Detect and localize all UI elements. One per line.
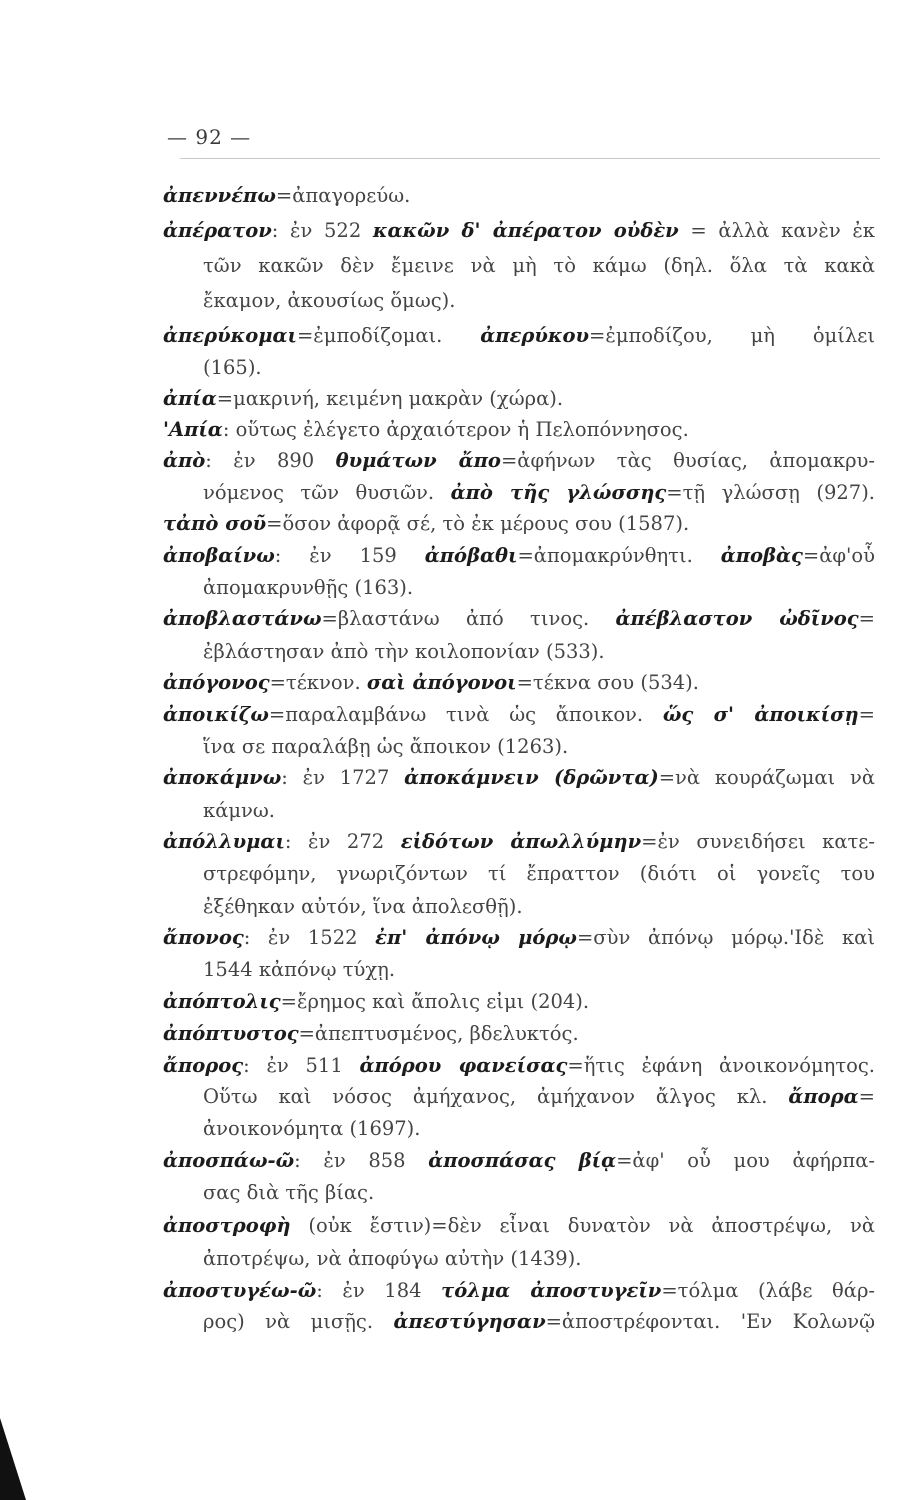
gloss-text: =ἀποστρέφονται. 'Εν Κολωνῷ <box>545 1310 875 1333</box>
entry-line <box>163 699 875 731</box>
gloss-text: =ἐμποδίζομαι. <box>296 324 481 347</box>
header-rule <box>180 158 880 159</box>
headword: ἀποβὰς <box>720 544 803 567</box>
gloss-text: : οὕτως ἐλέγετο ἀρχαιότερον ἡ Πελοπόννησος. <box>222 418 689 441</box>
entry-line <box>163 667 875 699</box>
entry-line <box>163 1210 875 1242</box>
headword: τόλμα ἀποστυγεῖν <box>441 1279 662 1302</box>
headword: ἀπέρατον <box>163 219 272 242</box>
gloss-text: ἀπομακρυνθῇς (163). <box>203 576 414 599</box>
gloss-text: =νὰ κουράζωμαι νὰ <box>658 766 875 789</box>
headword: 'Απία <box>163 418 223 441</box>
gloss-text: ἐξέθηκαν αὐτόν, ἵνα ἀπολεσθῇ). <box>203 895 523 918</box>
gloss-text: ἔκαμον, ἀκουσίως ὅμως). <box>203 289 456 312</box>
headword: ἀπεστύγησαν <box>393 1310 546 1333</box>
entry-line <box>203 477 875 509</box>
gloss-text: =τῇ γλώσσῃ (927). <box>666 481 875 504</box>
gloss-text: =παραλαμβάνω τινὰ ὡς ἄποικον. <box>268 703 663 726</box>
gloss-text: =σὺν ἀπόνῳ μόρῳ.'Ιδὲ καὶ <box>576 926 875 949</box>
entry-line <box>203 250 875 282</box>
headword: εἰδότων ἀπωλλύμην <box>400 830 642 853</box>
gloss-text: =ἔρημος καὶ ἄπολις εἰμι (204). <box>280 990 590 1013</box>
gloss-text: ἀνοικονόμητα (1697). <box>203 1117 421 1140</box>
gloss-text: Οὕτω καὶ νόσος ἀμήχανος, ἀμήχανον ἄλγος κλ. <box>203 1085 789 1108</box>
gloss-text: =βλαστάνω ἀπό τινος. <box>321 607 616 630</box>
headword: ἄπορα <box>788 1085 859 1108</box>
headword: ἀπὸ <box>163 449 206 472</box>
entry-line <box>163 1145 875 1177</box>
headword: ἀποστροφὴ <box>163 1214 291 1237</box>
gloss-text: =ἀπεπτυσμένος, βδελυκτός. <box>298 1022 579 1045</box>
gloss-text: =ὅσον ἀφορᾷ σέ, τὸ ἐκ μέρους σου (1587). <box>266 512 690 535</box>
gloss-text: (165). <box>203 356 262 379</box>
gloss-text: =ἐμποδίζου, μὴ ὁμίλει <box>589 324 875 347</box>
entry-line <box>163 762 875 794</box>
gloss-text: στρεφόμην, γνωριζόντων τί ἔπραττον (διότι οἱ γονεῖς του <box>203 862 875 885</box>
gloss-text: ἵνα σε παραλάβῃ ὡς ἄποικον (1263). <box>203 735 569 758</box>
headword: ἀπέβλαστον ὠδῖνος <box>615 607 859 630</box>
gloss-text: κάμνω. <box>203 799 275 822</box>
gloss-text: : ἐν 858 <box>294 1149 429 1172</box>
headword: ἀποικίζω <box>163 703 269 726</box>
headword: ἀποβαίνω <box>163 544 275 567</box>
gloss-text: =ἥτις ἐφάνη ἀνοικονόμητος. <box>567 1054 875 1077</box>
gloss-text: (οὐκ ἔστιν)=δὲν εἶναι δυνατὸν νὰ ἀποστρέψω, νὰ <box>290 1214 875 1237</box>
gloss-text: = <box>858 1085 875 1108</box>
headword: ἀποκάμνω <box>163 766 282 789</box>
entry-line <box>163 180 875 212</box>
gloss-text: : ἐν 522 <box>271 219 373 242</box>
gloss-text: : ἐν 184 <box>316 1279 442 1302</box>
headword: ἀποσπάω-ῶ <box>163 1149 295 1172</box>
entry-line <box>203 352 875 384</box>
gloss-text: ἀποτρέψω, νὰ ἀποφύγω αὐτὴν (1439). <box>203 1247 582 1270</box>
headword: σαὶ ἀπόγονοι <box>366 671 517 694</box>
entry-line <box>203 285 875 317</box>
headword: κακῶν δ' ἀπέρατον οὐδὲν <box>372 219 679 242</box>
entry-line <box>203 1243 875 1275</box>
gloss-text: : ἐν 272 <box>284 830 401 853</box>
gloss-text: = ἀλλὰ κανὲν ἐκ <box>678 219 875 242</box>
gloss-text: τῶν κακῶν δὲν ἔμεινε νὰ μὴ τὸ κάμω (δηλ. ὅλα τὰ κακὰ <box>203 254 875 277</box>
gloss-text: =ἀφήνων τὰς θυσίας, ἀπομακρυ- <box>500 449 875 472</box>
entry-line <box>203 858 875 890</box>
gloss-text: =ἀπομακρύνθητι. <box>517 544 721 567</box>
headword: ἀπόγονος <box>163 671 270 694</box>
headword: ἀπόρου φανείσας <box>359 1054 568 1077</box>
entry-line <box>163 1018 875 1050</box>
headword: ἀπερύκου <box>480 324 590 347</box>
gloss-text: =τόλμα (λάβε θάρ- <box>661 1279 875 1302</box>
gloss-text: : ἐν 159 <box>274 544 425 567</box>
entry-line <box>203 954 875 986</box>
entry-line <box>163 1050 875 1082</box>
gloss-text: =τέκνον. <box>269 671 367 694</box>
entry-line <box>163 414 875 446</box>
entry-line <box>163 508 875 540</box>
gloss-text: =ἀφ'οὗ <box>802 544 875 567</box>
gloss-text: : ἐν 511 <box>243 1054 360 1077</box>
entry-line <box>163 215 875 247</box>
gloss-text: =ἀπαγορεύω. <box>275 184 411 207</box>
gloss-text: ἐβλάστησαν ἀπὸ τὴν κοιλοπονίαν (533). <box>203 640 605 663</box>
entry-line <box>203 572 875 604</box>
entry-line <box>163 986 875 1018</box>
gloss-text: : ἐν 1522 <box>243 926 376 949</box>
gloss-text: =ἀφ' οὗ μου ἀφήρπα- <box>616 1149 875 1172</box>
headword: ἀποσπάσας βίᾳ <box>428 1149 617 1172</box>
gloss-text: =τέκνα σου (534). <box>516 671 699 694</box>
entry-line <box>163 383 875 415</box>
gloss-text: = <box>858 703 875 726</box>
headword: ἀπερύκομαι <box>163 324 297 347</box>
gloss-text: νόμενος τῶν θυσιῶν. <box>203 481 451 504</box>
headword: ἄπορος <box>163 1054 244 1077</box>
gloss-text: = <box>858 607 875 630</box>
entry-line <box>163 1275 875 1307</box>
headword: ἀποκάμνειν (δρῶντα) <box>404 766 659 789</box>
headword: ἀποβλαστάνω <box>163 607 322 630</box>
entry-line <box>203 795 875 827</box>
entry-line <box>203 1306 875 1338</box>
headword: ἀπόπτολις <box>163 990 281 1013</box>
headword: ἄπονος <box>163 926 244 949</box>
headword: ἀπία <box>163 387 217 410</box>
gloss-text: =ἐν συνειδήσει κατε- <box>641 830 875 853</box>
gloss-text: ρος) νὰ μισῇς. <box>203 1310 394 1333</box>
entry-line <box>203 1113 875 1145</box>
headword: ἀπόβαθι <box>424 544 518 567</box>
gloss-text: 1544 κἀπόνῳ τύχῃ. <box>203 958 396 981</box>
headword: τἀπὸ σοῦ <box>163 512 267 535</box>
entry-line <box>163 603 875 635</box>
gloss-text: : ἐν 890 <box>205 449 336 472</box>
entry-line <box>203 1177 875 1209</box>
headword: ἐπ' ἀπόνῳ μόρῳ <box>375 926 577 949</box>
entry-line <box>203 636 875 668</box>
headword: θυμάτων ἄπο <box>335 449 501 472</box>
gloss-text: σας διὰ τῆς βίας. <box>203 1181 375 1204</box>
entry-line <box>203 891 875 923</box>
page-corner-shadow <box>0 1418 26 1500</box>
headword: ἀπὸ τῆς γλώσσης <box>450 481 667 504</box>
entry-line <box>163 445 875 477</box>
gloss-text: : ἐν 1727 <box>281 766 405 789</box>
entry-line <box>163 540 875 572</box>
headword: ἀπόπτυστος <box>163 1022 299 1045</box>
entry-line <box>163 320 875 352</box>
headword: ἀπόλλυμαι <box>163 830 285 853</box>
entry-line <box>163 922 875 954</box>
headword: ἀποστυγέω-ῶ <box>163 1279 317 1302</box>
page-number: — 92 — <box>167 125 252 149</box>
entry-line <box>203 731 875 763</box>
headword: ἀπεννέπω <box>163 184 276 207</box>
headword: ὥς σ' ἀποικίσῃ <box>662 703 859 726</box>
gloss-text: =μακρινή, κειμένη μακρὰν (χώρα). <box>216 387 564 410</box>
entry-line <box>203 1081 875 1113</box>
entry-line <box>163 826 875 858</box>
